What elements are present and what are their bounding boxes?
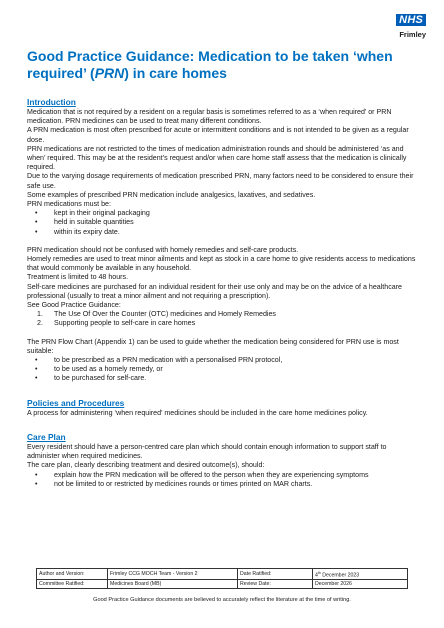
intro-paragraph: Medication that is not required by a resident on a regular basis is sometimes referred to as a ‘when required’ or PRN medication. PRN medicines can be used to treat many different conditions.: [27, 108, 392, 126]
table-cell: Date Ratified:: [238, 569, 313, 580]
list-item: • to be used as a homely remedy, or: [27, 365, 419, 374]
title-part-2: ) in care homes: [124, 65, 227, 81]
guidance-list: [27, 310, 419, 328]
document-control-table: [36, 568, 408, 589]
intro-paragraph: PRN medications must be:: [27, 200, 111, 209]
intro-paragraph: Self-care medicines are purchased for an individual resident for their use only and may be on the advice of a healthcare professional (usually to treat a minor ailment and not requiring a prescription).: [27, 282, 403, 300]
must-be-list: [27, 209, 419, 237]
intro-paragraph: Homely remedies are used to treat minor ailments and kept as stock in a care home to give residents access to medications that would commonly be available in any household.: [27, 255, 416, 273]
intro-paragraph: Some examples of prescribed PRN medication include analgesics, laxatives, and sedatives.: [27, 190, 316, 199]
table-cell: Committee Ratified:: [37, 580, 108, 589]
flow-chart-paragraph: The PRN Flow Chart (Appendix 1) can be used to guide whether the medication being considered for PRN use is most suitable:: [27, 337, 399, 355]
list-item: • not be limited to or restricted by medicines rounds or times printed on MAR charts.: [27, 480, 419, 489]
nhs-frimley-logo: [366, 10, 426, 39]
document-title: [27, 48, 397, 82]
table-cell: Frimley CCG MOCH Team - Version 2: [108, 569, 238, 580]
policies-paragraph: A process for administering ‘when required’ medicines should be included in the care home medicines policy.: [27, 408, 368, 417]
list-text: Supporting people to self-care in care homes: [54, 319, 196, 328]
table-cell: Author and Version:: [37, 569, 108, 580]
document-body: [27, 97, 419, 489]
list-number: 2.: [37, 319, 43, 328]
intro-paragraph: PRN medication should not be confused with homely remedies and self-care products.: [27, 245, 299, 254]
list-item: • kept in their original packaging: [27, 209, 419, 218]
care-plan-paragraph: The care plan, clearly describing treatment and desired outcome(s), should:: [27, 461, 265, 470]
policies-heading: Policies and Procedures: [27, 397, 125, 408]
flow-chart-list: [27, 356, 419, 384]
introduction-heading: Introduction: [27, 97, 76, 107]
intro-paragraph: Due to the varying dosage requirements of medication prescribed PRN, many factors need to be considered to ensure their safe use.: [27, 172, 414, 190]
title-prn: PRN: [94, 65, 125, 81]
list-text: The Use Of Over the Counter (OTC) medicines and Homely Remedies: [54, 310, 276, 319]
nhs-logo-mark: NHS: [396, 14, 426, 26]
list-item: • explain how the PRN medication will be offered to the person when they are experiencing symptoms: [27, 471, 419, 480]
table-cell: December 2026: [313, 580, 408, 589]
care-plan-list: [27, 471, 419, 489]
intro-paragraph: Treatment is limited to 48 hours.: [27, 273, 129, 282]
table-cell: Review Date:: [238, 580, 313, 589]
intro-paragraph: See Good Practice Guidance:: [27, 301, 121, 310]
table-cell: Medicines Board (MB): [108, 580, 238, 589]
nhs-logo-org: Frimley: [399, 30, 426, 39]
footer-disclaimer: Good Practice Guidance documents are believed to accurately reflect the literature at the time of writing.: [93, 597, 351, 603]
intro-paragraph: PRN medications are not restricted to the times of medication administration rounds and should be administered ‘as and when’ required. This may be at the resident’s request and/or when care home staff assess that the medication is clinically required.: [27, 144, 407, 172]
table-cell: 4th December 2023: [313, 569, 408, 580]
list-item: • to be prescribed as a PRN medication with a personalised PRN protocol,: [27, 356, 419, 365]
care-plan-heading: Care Plan: [27, 431, 66, 442]
table-row: [37, 569, 408, 580]
care-plan-paragraph: Every resident should have a person-centred care plan which should contain enough information to support staff to administer when required medicines.: [27, 442, 387, 461]
list-item: [27, 319, 419, 328]
title-part-1: Good Practice Guidance: Medication to be taken ‘when required’ (: [27, 48, 393, 81]
list-number: 1.: [37, 310, 43, 319]
list-item: • held in suitable quantities: [27, 218, 419, 227]
table-row: [37, 580, 408, 589]
list-item: • to be purchased for self-care.: [27, 374, 419, 383]
intro-paragraph: A PRN medication is most often prescribed for acute or intermittent conditions and is not intended to be given as a regular dose.: [27, 126, 409, 144]
list-item: [27, 310, 419, 319]
list-item: • within its expiry date.: [27, 228, 419, 237]
